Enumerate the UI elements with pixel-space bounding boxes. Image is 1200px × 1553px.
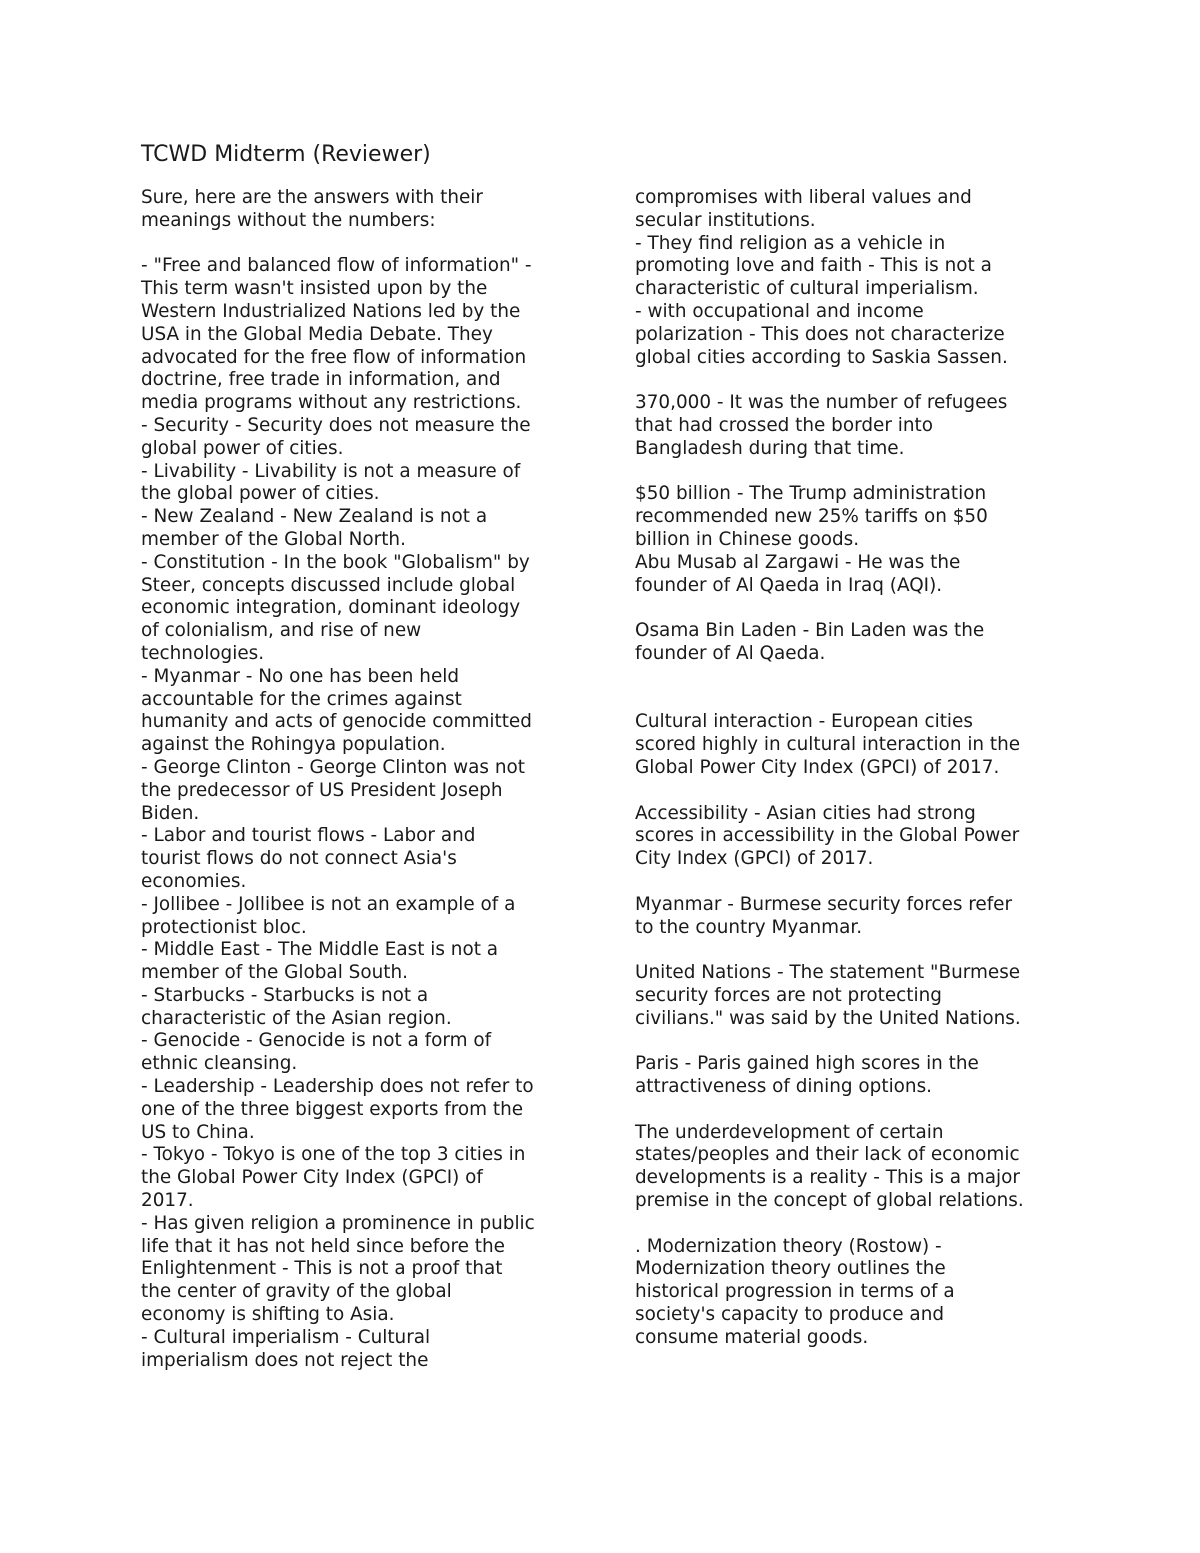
text-line: humanity and acts of genocide committed — [141, 711, 532, 733]
paragraph-gap — [141, 233, 581, 256]
text-line: USA in the Global Media Debate. They — [141, 323, 493, 345]
text-line: consume material goods. — [635, 1326, 869, 1348]
text-line: attractiveness of dining options. — [635, 1076, 933, 1098]
text-line: imperialism does not reject the — [141, 1349, 429, 1371]
text-line: - Myanmar - No one has been held — [141, 665, 460, 687]
text-line: - Security - Security does not measure the — [141, 414, 531, 436]
right-column — [635, 187, 1065, 1350]
text-line: the predecessor of US President Joseph — [141, 779, 503, 801]
text-line: economic integration, dominant ideology — [141, 597, 521, 619]
text-line: developments is a reality - This is a major — [635, 1167, 1020, 1189]
text-line: - Starbucks - Starbucks is not a — [141, 984, 429, 1006]
text-line: protectionist bloc. — [141, 916, 307, 938]
text-line: Bangladesh during that time. — [635, 437, 905, 459]
text-line: - They find religion as a vehicle in — [635, 232, 946, 254]
text-line: states/peoples and their lack of economic — [635, 1144, 1020, 1166]
text-line: - Labor and tourist flows - Labor and — [141, 825, 476, 847]
text-line: - Tokyo - Tokyo is one of the top 3 cities in — [141, 1144, 526, 1166]
text-line: - Has given religion a prominence in public — [141, 1212, 535, 1234]
text-line: Abu Musab al Zargawi - He was the — [635, 551, 961, 573]
text-line: compromises with liberal values and — [635, 187, 972, 208]
text-line: global cities according to Saskia Sassen. — [635, 346, 1008, 368]
paragraph-gap — [635, 1099, 1065, 1122]
text-line: United Nations - The statement "Burmese — [635, 962, 1021, 984]
paragraph-gap — [635, 461, 1065, 484]
text-line: . Modernization theory (Rostow) - — [635, 1235, 942, 1257]
text-line: This term wasn't insisted upon by the — [141, 278, 488, 300]
text-line: $50 billion - The Trump administration — [635, 483, 987, 505]
text-line: Steer, concepts discussed include global — [141, 574, 516, 596]
document-title: TCWD Midterm (Reviewer) — [141, 142, 431, 167]
text-line: one of the three biggest exports from the — [141, 1098, 524, 1120]
text-line: 2017. — [141, 1190, 194, 1212]
paragraph-gap — [635, 1030, 1065, 1053]
text-line: media programs without any restrictions. — [141, 392, 522, 414]
text-line: Biden. — [141, 802, 200, 824]
text-line: - Genocide - Genocide is not a form of — [141, 1030, 492, 1052]
text-line: historical progression in terms of a — [635, 1281, 955, 1303]
text-line: of colonialism, and rise of new — [141, 620, 422, 642]
text-line: society's capacity to produce and — [635, 1304, 945, 1326]
paragraph-gap — [635, 689, 1065, 712]
text-line: - Constitution - In the book "Globalism" by — [141, 551, 530, 573]
text-line: doctrine, free trade in information, and — [141, 369, 501, 391]
text-line: Accessibility - Asian cities had strong — [635, 802, 976, 824]
text-line: the Global Power City Index (GPCI) of — [141, 1167, 483, 1189]
text-line: - with occupational and income — [635, 300, 924, 322]
text-line: accountable for the crimes against — [141, 688, 462, 710]
text-line: civilians." was said by the United Nations. — [635, 1007, 1021, 1029]
left-column — [141, 187, 581, 1372]
text-line: Enlightenment - This is not a proof that — [141, 1258, 503, 1280]
text-line: US to China. — [141, 1121, 255, 1143]
text-line: recommended new 25% tariffs on $50 — [635, 506, 988, 528]
text-line: founder of Al Qaeda. — [635, 642, 826, 664]
text-line: ethnic cleansing. — [141, 1053, 298, 1075]
text-line: - Cultural imperialism - Cultural — [141, 1326, 431, 1348]
text-line: life that it has not held since before the — [141, 1235, 505, 1257]
text-line: Global Power City Index (GPCI) of 2017. — [635, 756, 1000, 778]
text-line: security forces are not protecting — [635, 984, 942, 1006]
text-line: global power of cities. — [141, 437, 344, 459]
text-line: against the Rohingya population. — [141, 734, 446, 756]
text-line: economy is shifting to Asia. — [141, 1304, 395, 1326]
text-line: characteristic of the Asian region. — [141, 1007, 452, 1029]
text-line: member of the Global South. — [141, 962, 408, 984]
paragraph-gap — [635, 939, 1065, 962]
paragraph-gap — [635, 871, 1065, 894]
text-line: Sure, here are the answers with their — [141, 187, 483, 208]
text-line: advocated for the free flow of information — [141, 346, 527, 368]
text-line: the center of gravity of the global — [141, 1281, 452, 1303]
paragraph-gap — [635, 666, 1065, 689]
text-line: characteristic of cultural imperialism. — [635, 278, 979, 300]
text-line: scored highly in cultural interaction in the — [635, 734, 1021, 756]
text-line: - Livability - Livability is not a measure of — [141, 460, 521, 482]
text-line: scores in accessibility in the Global Power — [635, 825, 1020, 847]
text-line: promoting love and faith - This is not a — [635, 255, 992, 277]
paragraph-gap — [635, 780, 1065, 803]
text-line: - Jollibee - Jollibee is not an example of a — [141, 893, 516, 915]
text-line: member of the Global North. — [141, 528, 406, 550]
text-line: Myanmar - Burmese security forces refer — [635, 893, 1013, 915]
text-line: meanings without the numbers: — [141, 209, 436, 231]
paragraph-gap — [635, 597, 1065, 620]
text-line: Modernization theory outlines the — [635, 1258, 946, 1280]
text-line: City Index (GPCI) of 2017. — [635, 848, 874, 870]
text-line: - "Free and balanced flow of information" - — [141, 255, 532, 277]
text-line: Western Industrialized Nations led by the — [141, 300, 521, 322]
text-line: the global power of cities. — [141, 483, 380, 505]
text-line: premise in the concept of global relations. — [635, 1190, 1024, 1212]
text-line: Paris - Paris gained high scores in the — [635, 1053, 979, 1075]
text-line: 370,000 - It was the number of refugees — [635, 392, 1008, 414]
text-line: economies. — [141, 870, 247, 892]
text-line: Cultural interaction - European cities — [635, 711, 973, 733]
paragraph-gap — [635, 369, 1065, 392]
text-line: - Middle East - The Middle East is not a — [141, 939, 499, 961]
text-line: polarization - This does not characterize — [635, 323, 1005, 345]
text-line: - Leadership - Leadership does not refer to — [141, 1076, 534, 1098]
text-line: The underdevelopment of certain — [635, 1121, 944, 1143]
paragraph-gap — [635, 1213, 1065, 1236]
text-line: - George Clinton - George Clinton was not — [141, 756, 525, 778]
text-line: technologies. — [141, 642, 265, 664]
text-line: tourist flows do not connect Asia's — [141, 848, 457, 870]
text-line: secular institutions. — [635, 209, 816, 231]
text-line: founder of Al Qaeda in Iraq (AQI). — [635, 574, 943, 596]
text-line: Osama Bin Laden - Bin Laden was the — [635, 620, 985, 642]
text-line: to the country Myanmar. — [635, 916, 863, 938]
text-line: - New Zealand - New Zealand is not a — [141, 506, 488, 528]
text-line: that had crossed the border into — [635, 414, 933, 436]
text-line: billion in Chinese goods. — [635, 528, 860, 550]
